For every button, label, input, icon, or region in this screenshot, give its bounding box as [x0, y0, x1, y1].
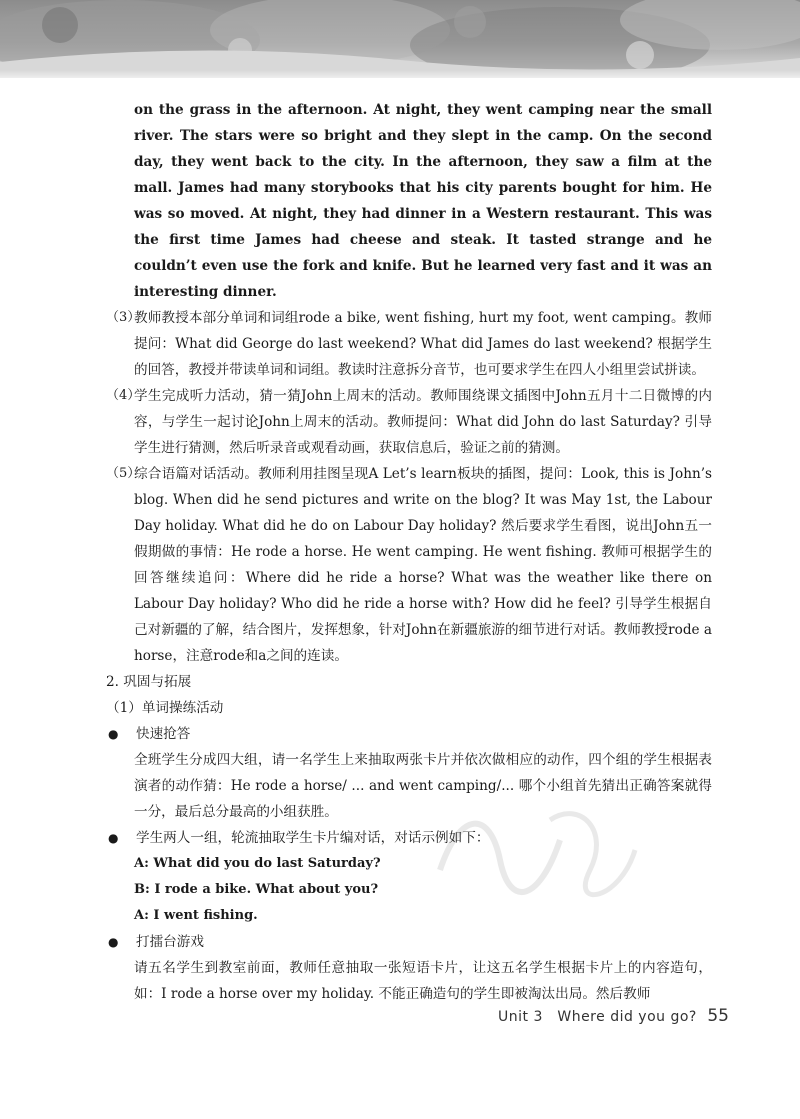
step-number: （5）	[106, 466, 141, 481]
step-4	[106, 383, 712, 461]
intro-paragraph: on the grass in the afternoon. At night, they went camping near the small river. The stars were so bright and they slept in the camp. On the second day, they went back to the city. In the afternoon, they saw a film at the mall. James had many storybooks that his city parents bought for him. He was so moved. At night, they had dinner in a Western restaurant. This was the first time James had cheese and steak. It tasted strange and he couldn’t even use the fork and knife. But he learned very fast and it was an interesting dinner.	[134, 102, 712, 300]
bullet-challenge-game	[106, 929, 712, 955]
page-footer	[498, 1006, 729, 1026]
activity-title: 打擂台游戏	[136, 934, 204, 950]
step-text: 综合语篇对话活动。教师利用挂图呈现A Let’s learn板块的插图，提问：Look, this is John’s blog. When did he send pictures and write on the blog? It was May 1st, the Labour Day holiday. What did he do on Labour Day holiday? 然后要求学生看图，说出John五一假期做的事情：He rode a horse. He went camping. He went fishing. 教师可根据学生的回答继续追问：Where did he ride a horse? What was the weather like there on Labour Day holiday? Who did he ride a horse with? How did he feel? 引导学生根据自己对新疆的了解，结合图片，发挥想象，针对John在新疆旅游的细节进行对话。教师教授rode a horse，注意rode和a之间的连读。	[134, 466, 712, 664]
bullet-dot-icon: ●	[108, 727, 119, 741]
bullet-quick-answer	[106, 721, 712, 747]
page-number: 55	[707, 1006, 729, 1026]
section-title: 2. 巩固与拓展	[106, 674, 192, 690]
header-illustration	[0, 0, 800, 78]
bullet-dot-icon: ●	[108, 935, 119, 949]
activity-title: 快速抢答	[136, 726, 191, 742]
activity-title: 学生两人一组，轮流抽取学生卡片编对话，对话示例如下：	[136, 830, 490, 846]
activity-description: 请五名学生到教室前面，教师任意抽取一张短语卡片，让这五名学生根据卡片上的内容造句，如：I rode a horse over my holiday. 不能正确造句的学生即被淘汰出局。然后教师	[134, 960, 712, 1002]
footer-unit-title: Unit 3 Where did you go?	[498, 1009, 697, 1025]
dialog-line: A: I went fishing.	[134, 908, 258, 923]
header-decoration-band	[0, 0, 800, 78]
step-5	[106, 461, 712, 669]
dialog-line: B: I rode a bike. What about you?	[134, 882, 379, 897]
step-number: （4）	[106, 388, 141, 403]
step-text: 教师教授本部分单词和词组rode a bike, went fishing, hurt my foot, went camping。教师提问：What did George do last weekend? What did James do last weekend? 根据学生的回答，教授并带读单词和词组。教读时注意拆分音节，也可要求学生在四人小组里尝试拼读。	[134, 310, 712, 378]
step-text: 学生完成听力活动，猜一猜John上周末的活动。教师围绕课文插图中John五月十二日微博的内容，与学生一起讨论John上周末的活动。教师提问：What did John do last Saturday? 引导学生进行猜测，然后听录音或观看动画，获取信息后，验证之前的猜测。	[134, 388, 712, 456]
activity-description: 全班学生分成四大组，请一名学生上来抽取两张卡片并依次做相应的动作，四个组的学生根据表演者的动作猜：He rode a horse/ ... and went camping/... 哪个小组首先猜出正确答案就得一分，最后总分最高的小组获胜。	[134, 752, 712, 820]
bullet-dot-icon: ●	[108, 831, 119, 845]
sub-title: （1）单词操练活动	[106, 700, 224, 716]
dialog-line: A: What did you do last Saturday?	[134, 856, 381, 871]
step-3	[106, 305, 712, 383]
step-number: （3）	[106, 310, 141, 325]
watermark-graphic	[420, 780, 650, 920]
